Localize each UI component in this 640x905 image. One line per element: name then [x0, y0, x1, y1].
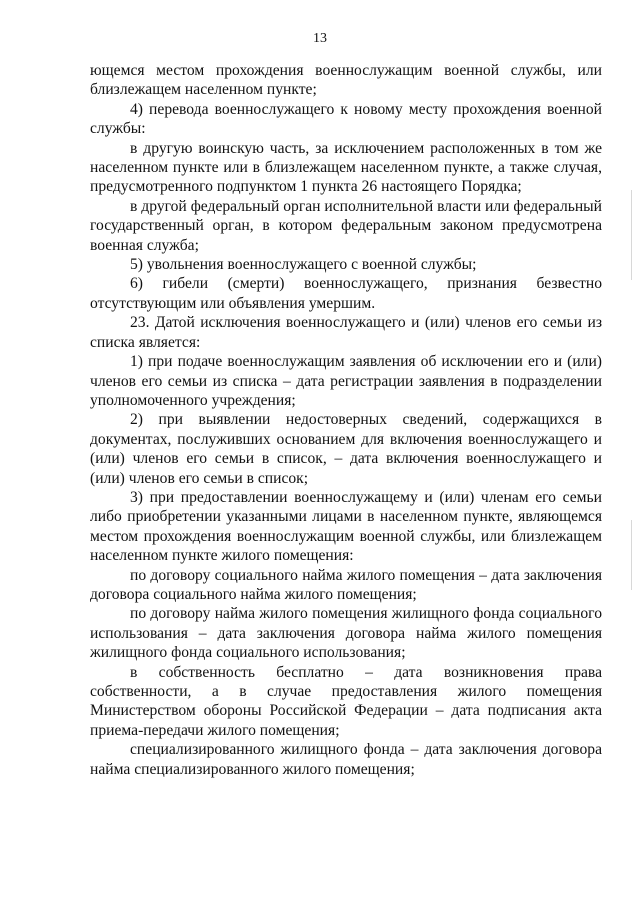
paragraph-section-23-item-1: 1) при подаче военнослужащим заявления об исключении его и (или) членов его семьи из списка – дата регистрации заявления в подразделении уполномоченного учреждения; — [90, 353, 602, 409]
paragraph-item-4: 4) перевода военнослужащего к новому месту прохождения военной службы: — [90, 100, 602, 138]
paragraph-free-ownership: в собственность бесплатно – дата возникновения права собственности, а в случае предоставления жилого помещения Министерством обороны Российской Федерации – дата подписания акта приема-передачи жилого помещения; — [90, 663, 602, 739]
document-body — [90, 61, 602, 779]
paragraph-continuation: ющемся местом прохождения военнослужащим военной службы, или близлежащем населенном пункте; — [90, 62, 602, 99]
paragraph-other-unit: в другую воинскую часть, за исключением расположенных в том же населенном пункте или в близлежащем населенном пункте, а также случая, предусмотренного подпунктом 1 пункта 26 настоящего Порядка; — [90, 139, 602, 196]
scan-edge-mark — [631, 520, 632, 590]
paragraph-item-5: 5) увольнения военнослужащего с военной службы; — [130, 256, 477, 274]
paragraph-other-agency: в другой федеральный орган исполнительной власти или федеральный государственный орган, в котором федеральным законом предусмотрена военная служба; — [90, 197, 602, 254]
page-number: 13 — [313, 31, 327, 46]
paragraph-social-rent: по договору социального найма жилого помещения – дата заключения договора социального найма жилого помещения; — [90, 566, 602, 603]
paragraph-section-23-item-2: 2) при выявлении недостоверных сведений, содержащихся в документах, послуживших основанием для включения военнослужащего и (или) членов его семьи в список, – дата включения военнослужащего и (или) членов его семьи в список; — [90, 411, 602, 487]
paragraph-social-use-fund: по договору найма жилого помещения жилищного фонда социального использования – дата заключения договора найма жилого помещения жилищного фонда социального использования; — [90, 605, 602, 662]
paragraph-section-23: 23. Датой исключения военнослужащего и (или) членов его семьи из списка является: — [90, 314, 602, 351]
paragraph-specialized-fund: специализированного жилищного фонда – дата заключения договора найма специализированного жилого помещения; — [90, 741, 602, 778]
paragraph-section-23-item-3: 3) при предоставлении военнослужащему и (или) членам его семьи либо приобретении указанными лицами в населенном пункте, являющемся местом прохождения военнослужащим военной службы, или близлежащем населенном пункте жилого помещения: — [90, 488, 602, 565]
paragraph-item-6: 6) гибели (смерти) военнослужащего, признания безвестно отсутствующим или объявления умершим. — [90, 275, 602, 312]
scan-edge-mark — [631, 190, 632, 280]
